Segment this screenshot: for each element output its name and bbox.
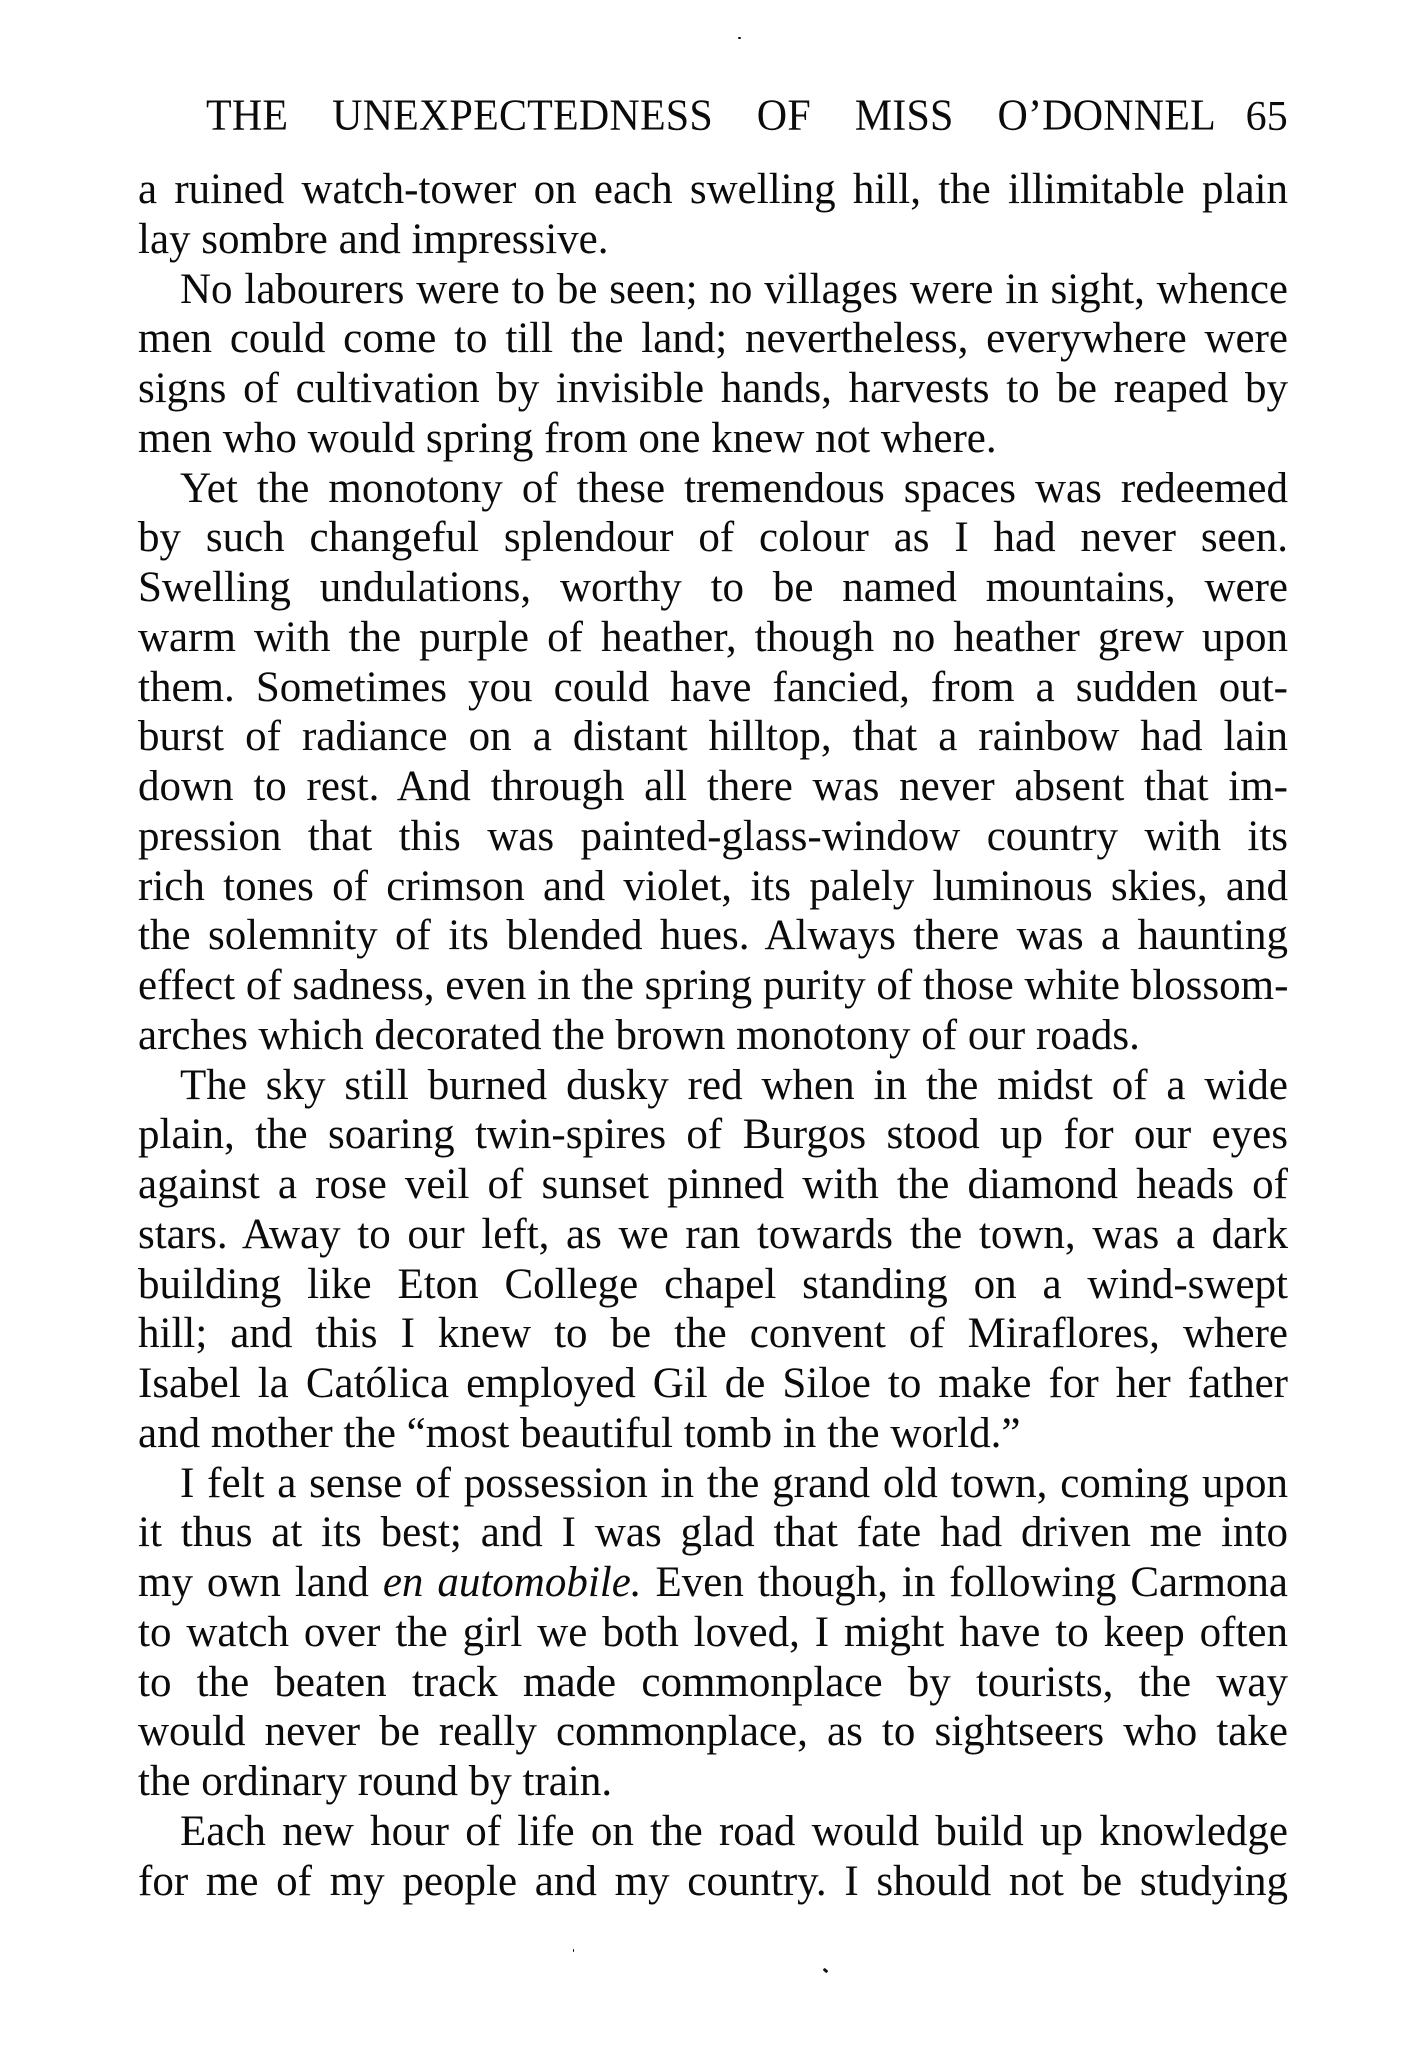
text-line: Swelling undulations, worthy to be named mountains, were: [138, 564, 1288, 611]
text-line: building like Eton College chapel standing on a wind-swept: [138, 1260, 1288, 1308]
text-line: The sky still burned dusky red when in the midst of a wide: [180, 1061, 1288, 1109]
text-line: pression that this was painted-glass-window country with its: [138, 812, 1288, 860]
text-line: against a rose veil of sunset pinned with the diamond heads of: [138, 1161, 1288, 1208]
text-line: to watch over the girl we both loved, I might have to keep often: [138, 1608, 1288, 1656]
text-fragment: Even though, in following Carmona: [641, 1559, 1288, 1606]
text-line: them. Sometimes you could have fancied, from a sudden out-: [138, 663, 1288, 711]
text-line: to the beaten track made commonplace by tourists, the way: [138, 1658, 1288, 1706]
text-line: I felt a sense of possession in the grand old town, coming upon: [180, 1459, 1288, 1507]
text-line: warm with the purple of heather, though no heather grew upon: [138, 613, 1288, 661]
italic-phrase: en automobile.: [382, 1559, 642, 1606]
text-line: for me of my people and my country. I should not be studying: [138, 1857, 1288, 1905]
text-line: hill; and this I knew to be the convent of Miraflores, where: [138, 1310, 1288, 1358]
text-line: men who would spring from one knew not where.: [138, 414, 997, 462]
text-line: signs of cultivation by invisible hands, harvests to be reaped by: [138, 365, 1288, 412]
text-line: arches which decorated the brown monotony of our roads.: [138, 1011, 1140, 1059]
running-header: [138, 92, 1288, 142]
scan-speck: [738, 37, 741, 39]
page-number: 65: [1245, 94, 1288, 140]
text-line: down to rest. And through all there was never absent that im-: [138, 763, 1288, 810]
text-line: would never be really commonplace, as to sightseers who take: [138, 1708, 1288, 1756]
text-line: stars. Away to our left, as we ran towards the town, was a dark: [138, 1210, 1288, 1258]
text-line: effect of sadness, even in the spring purity of those white blossom-: [138, 962, 1289, 1009]
text-fragment: my own land: [138, 1559, 383, 1606]
text-line: lay sombre and impressive.: [138, 215, 609, 263]
scan-speck: [573, 1949, 574, 1952]
text-line: the ordinary round by train.: [138, 1758, 613, 1805]
text-line: a ruined watch-tower on each swelling hill, the illimitable plain: [138, 166, 1288, 213]
text-line: burst of radiance on a distant hilltop, that a rainbow had lain: [138, 713, 1288, 761]
running-title: THE UNEXPECTEDNESS OF MISS O’DONNEL: [206, 91, 1216, 140]
text-line: plain, the soaring twin-spires of Burgos stood up for our eyes: [138, 1111, 1288, 1159]
text-line: it thus at its best; and I was glad that fate had driven me into: [138, 1509, 1288, 1557]
text-line: No labourers were to be seen; no villages were in sight, whence: [180, 265, 1288, 313]
text-line: and mother the “most beautiful tomb in the world.”: [138, 1409, 1021, 1457]
text-line: by such changeful splendour of colour as I had never seen.: [138, 514, 1288, 562]
text-line: Isabel la Católica employed Gil de Siloe to make for her father: [138, 1360, 1288, 1407]
text-line: men could come to till the land; nevertheless, everywhere were: [138, 315, 1288, 363]
text-line: rich tones of crimson and violet, its palely luminous skies, and: [138, 862, 1288, 910]
body-text: [138, 165, 1288, 1906]
text-line: the solemnity of its blended hues. Always there was a haunting: [138, 912, 1288, 960]
text-line: Each new hour of life on the road would build up knowledge: [180, 1807, 1288, 1855]
text-line: Yet the monotony of these tremendous spaces was redeemed: [180, 464, 1288, 512]
text-line-with-italic: [138, 1558, 1288, 1608]
scan-speck: [823, 1968, 829, 1974]
